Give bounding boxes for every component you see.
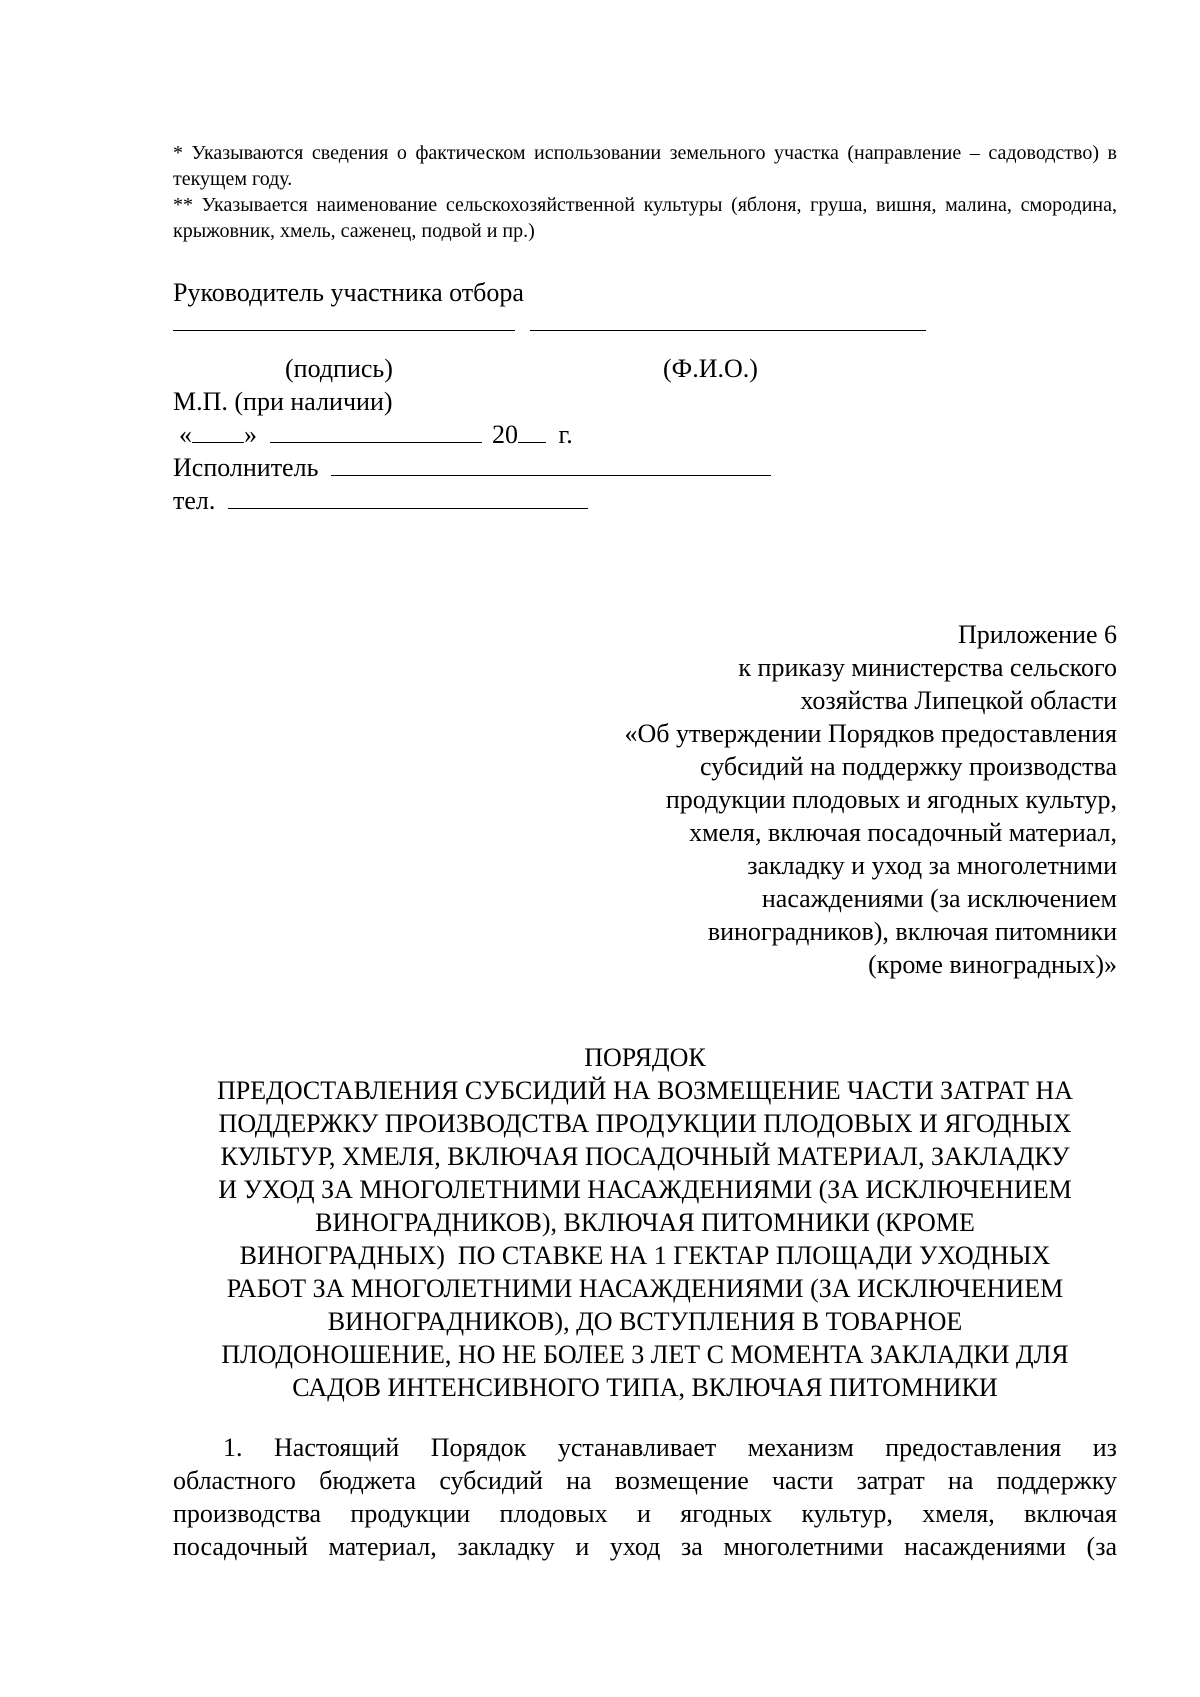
footnotes	[173, 140, 1117, 244]
signature-caption: (подпись)	[285, 354, 393, 383]
body-line: областного бюджета субсидий на возмещение части затрат на поддержку	[173, 1466, 1117, 1495]
phone-label: тел.	[173, 486, 216, 515]
title-line: ВИНОГРАДНЫХ) ПО СТАВКЕ НА 1 ГЕКТАР ПЛОЩАДИ УХОДНЫХ	[239, 1241, 1051, 1270]
name-caption: (Ф.И.О.)	[663, 354, 758, 383]
year-prefix: 20	[492, 420, 518, 449]
stamp-label: М.П. (при наличии)	[173, 387, 393, 416]
body-line: 1. Настоящий Порядок устанавливает механизм предоставления из	[223, 1433, 1117, 1462]
year-blank	[518, 420, 546, 443]
title-line: ВИНОГРАДНИКОВ), ВКЛЮЧАЯ ПИТОМНИКИ (КРОМЕ	[315, 1208, 975, 1237]
executor-blank	[331, 453, 771, 476]
title-line: САДОВ ИНТЕНСИВНОГО ТИПА, ВКЛЮЧАЯ ПИТОМНИКИ	[292, 1373, 998, 1402]
footnote-2: ** Указывается наименование сельскохозяйственной культуры (яблоня, груша, вишня, малина, смородина, крыжовник, хмель, саженец, подвой и пр.)	[173, 194, 1117, 242]
appendix-line: «Об утверждении Порядков предоставления	[624, 719, 1117, 748]
title-line: ВИНОГРАДНИКОВ), ДО ВСТУПЛЕНИЯ В ТОВАРНОЕ	[327, 1307, 963, 1336]
head-label: Руководитель участника отбора	[173, 278, 524, 307]
date-open-quote: «	[179, 420, 192, 449]
day-blank	[192, 420, 244, 443]
title-line: ПОРЯДОК	[584, 1043, 706, 1072]
appendix-line: виноградников), включая питомники	[707, 917, 1117, 946]
appendix-line: хмеля, включая посадочный материал,	[689, 818, 1117, 847]
title-line: ПОДДЕРЖКУ ПРОИЗВОДСТВА ПРОДУКЦИИ ПЛОДОВЫХ И ЯГОДНЫХ	[218, 1109, 1072, 1138]
body-line: посадочный материал, закладку и уход за многолетними насаждениями (за	[173, 1532, 1117, 1561]
signature-lines	[173, 306, 926, 339]
document-title	[173, 1041, 1117, 1404]
appendix-line: (кроме виноградных)»	[868, 950, 1117, 979]
date-line	[179, 418, 573, 451]
phone-line	[173, 484, 588, 517]
appendix-line: субсидий на поддержку производства	[700, 752, 1117, 781]
body-paragraph	[173, 1431, 1117, 1563]
appendix-line: насаждениями (за исключением	[761, 884, 1117, 913]
appendix-header	[517, 618, 1117, 981]
executor-label: Исполнитель	[173, 453, 319, 482]
title-line: И УХОД ЗА МНОГОЛЕТНИМИ НАСАЖДЕНИЯМИ (ЗА ИСКЛЮЧЕНИЕМ	[218, 1175, 1072, 1204]
executor-line	[173, 451, 771, 484]
date-close-quote: »	[244, 420, 257, 449]
title-line: РАБОТ ЗА МНОГОЛЕТНИМИ НАСАЖДЕНИЯМИ (ЗА ИСКЛЮЧЕНИЕМ	[226, 1274, 1064, 1303]
appendix-line: Приложение 6	[957, 620, 1117, 649]
body-line: производства продукции плодовых и ягодных культур, хмеля, включая	[173, 1499, 1117, 1528]
appendix-line: хозяйства Липецкой области	[800, 686, 1117, 715]
appendix-line: закладку и уход за многолетними	[747, 851, 1117, 880]
title-line: КУЛЬТУР, ХМЕЛЯ, ВКЛЮЧАЯ ПОСАДОЧНЫЙ МАТЕРИАЛ, ЗАКЛАДКУ	[220, 1142, 1070, 1171]
appendix-line: продукции плодовых и ягодных культур,	[665, 785, 1117, 814]
year-suffix: г.	[558, 420, 573, 449]
title-line: ПЛОДОНОШЕНИЕ, НО НЕ БОЛЕЕ 3 ЛЕТ С МОМЕНТА ЗАКЛАДКИ ДЛЯ	[221, 1340, 1069, 1369]
name-line	[530, 308, 926, 331]
appendix-line: к приказу министерства сельского	[738, 653, 1117, 682]
footnote-1: * Указываются сведения о фактическом использовании земельного участка (направление – садоводство) в текущем году.	[173, 142, 1117, 190]
phone-blank	[228, 486, 588, 509]
signature-line	[173, 308, 515, 331]
title-line: ПРЕДОСТАВЛЕНИЯ СУБСИДИЙ НА ВОЗМЕЩЕНИЕ ЧАСТИ ЗАТРАТ НА	[216, 1076, 1074, 1105]
month-blank	[270, 420, 482, 443]
